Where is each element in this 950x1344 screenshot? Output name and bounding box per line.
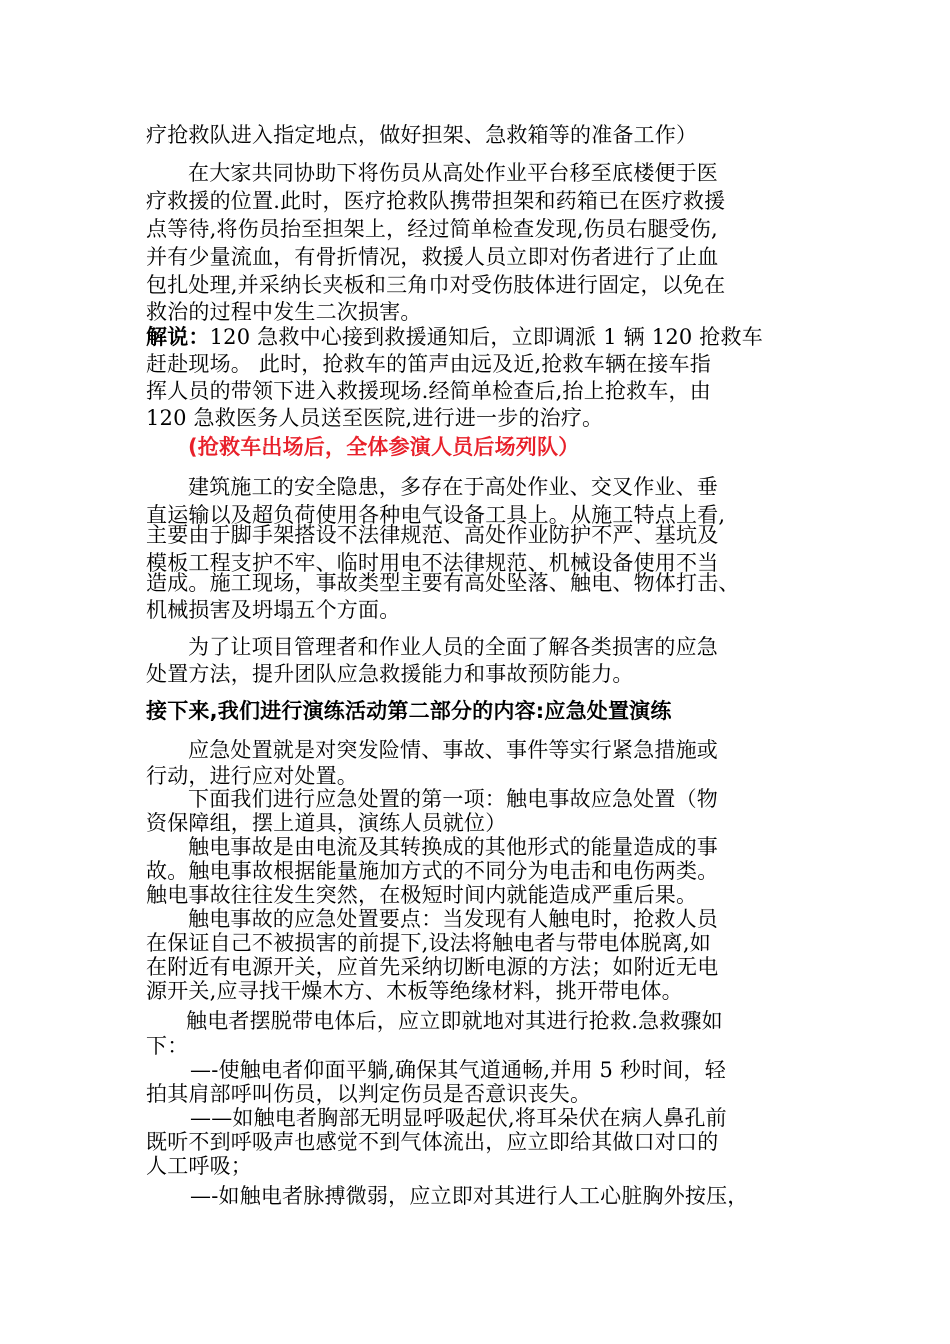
text-line: 应急处置就是对突发险情、事故、事件等实行紧急措施或: [188, 738, 718, 762]
text-line: 并有少量流血，有骨折情况，救援人员立即对伤者进行了止血: [146, 245, 719, 269]
text-line: 机械损害及坍塌五个方面。: [146, 598, 401, 622]
text-line: 触电事故是由电流及其转换成的其他形式的能量造成的事: [188, 835, 718, 859]
text-line: ——如触电者胸部无明显呼吸起伏,将耳朵伏在病人鼻孔前: [190, 1106, 727, 1130]
text-line: —-使触电者仰面平躺,确保其气道通畅,并用 5 秒时间，轻: [190, 1058, 726, 1082]
narration-line: [146, 323, 763, 351]
text-line: 触电事故的应急处置要点：当发现有人触电时，抢救人员: [188, 907, 718, 931]
text-line: 在附近有电源开关，应首先采纳切断电源的方法；如附近无电: [146, 955, 719, 979]
text-line: 包扎处理,并采纳长夹板和三角巾对受伤肢体进行固定，以免在: [146, 273, 726, 297]
text-line: 触电者摆脱带电体后，应立即就地对其进行抢救.急救骤如: [186, 1009, 723, 1033]
narration-label: 解说：: [146, 325, 210, 349]
text-line: 故。触电事故根据能量施加方式的不同分为电击和电伤两类。: [146, 859, 719, 883]
text-line: 在保证自己不被损害的前提下,设法将触电者与带电体脱离,如: [146, 931, 711, 955]
text-line: 造成。施工现场，事故类型主要有高处坠落、触电、物体打击、: [146, 571, 740, 595]
text-line: 模板工程支护不牢、临时用电不法律规范、机械设备使用不当: [146, 551, 719, 575]
text-line: 疗救援的位置.此时，医疗抢救队携带担架和药箱已在医疗救援: [146, 189, 726, 213]
text-line: 源开关,应寻找干燥木方、木板等绝缘材料，挑开带电体。: [146, 979, 683, 1003]
text-line: 点等待,将伤员抬至担架上，经过简单检查发现,伤员右腿受伤,: [146, 217, 718, 241]
text-line: 触电事故往往发生突然，在极短时间内就能造成严重后果。: [146, 883, 698, 907]
text-line: 下：: [146, 1034, 189, 1058]
stage-direction: (抢救车出场后，全体参演人员后场列队）: [188, 435, 580, 459]
text-line: 疗抢救队进入指定地点，做好担架、急救箱等的准备工作）: [146, 123, 698, 147]
text-line: 人工呼吸；: [146, 1154, 252, 1178]
text-line: 赶赴现场。 此时，抢救车的笛声由远及近,抢救车辆在接车指: [146, 352, 711, 376]
text-line: 建筑施工的安全隐患，多存在于高处作业、交叉作业、垂: [188, 475, 718, 499]
text-line: 在大家共同协助下将伤员从高处作业平台移至底楼便于医: [188, 161, 718, 185]
text-line: 既听不到呼吸声也感觉不到气体流出，应立即给其做口对口的: [146, 1130, 719, 1154]
text-line: 资保障组，摆上道具，演练人员就位）: [146, 811, 507, 835]
text-line: 120 急救医务人员送至医院,进行进一步的治疗。: [146, 406, 604, 430]
narration-text: 120 急救中心接到救援通知后，立即调派 1 辆 120 抢救车: [209, 325, 763, 349]
text-line: —-如触电者脉搏微弱，应立即对其进行人工心脏胸外按压，: [190, 1184, 749, 1208]
section-heading: 接下来,我们进行演练活动第二部分的内容:应急处置演练: [146, 699, 672, 723]
text-line: 拍其肩部呼叫伤员，以判定伤员是否意识丧失。: [146, 1082, 592, 1106]
text-line: 下面我们进行应急处置的第一项：触电事故应急处置（物: [188, 787, 718, 811]
text-line: 处置方法，提升团队应急救援能力和事故预防能力。: [146, 662, 634, 686]
text-line: 为了让项目管理者和作业人员的全面了解各类损害的应急: [188, 635, 718, 659]
text-line: 主要由于脚手架搭设不法律规范、高处作业防护不严、基坑及: [146, 523, 719, 547]
text-line: 直运输以及超负荷使用各种电气设备工具上。从施工特点上看,: [146, 503, 726, 527]
text-line: 挥人员的带领下进入救援现场.经简单检查后,抬上抢救车，由: [146, 379, 711, 403]
text-line: 行动，进行应对处置。: [146, 764, 358, 788]
text-line: 救治的过程中发生二次损害。: [146, 300, 422, 324]
